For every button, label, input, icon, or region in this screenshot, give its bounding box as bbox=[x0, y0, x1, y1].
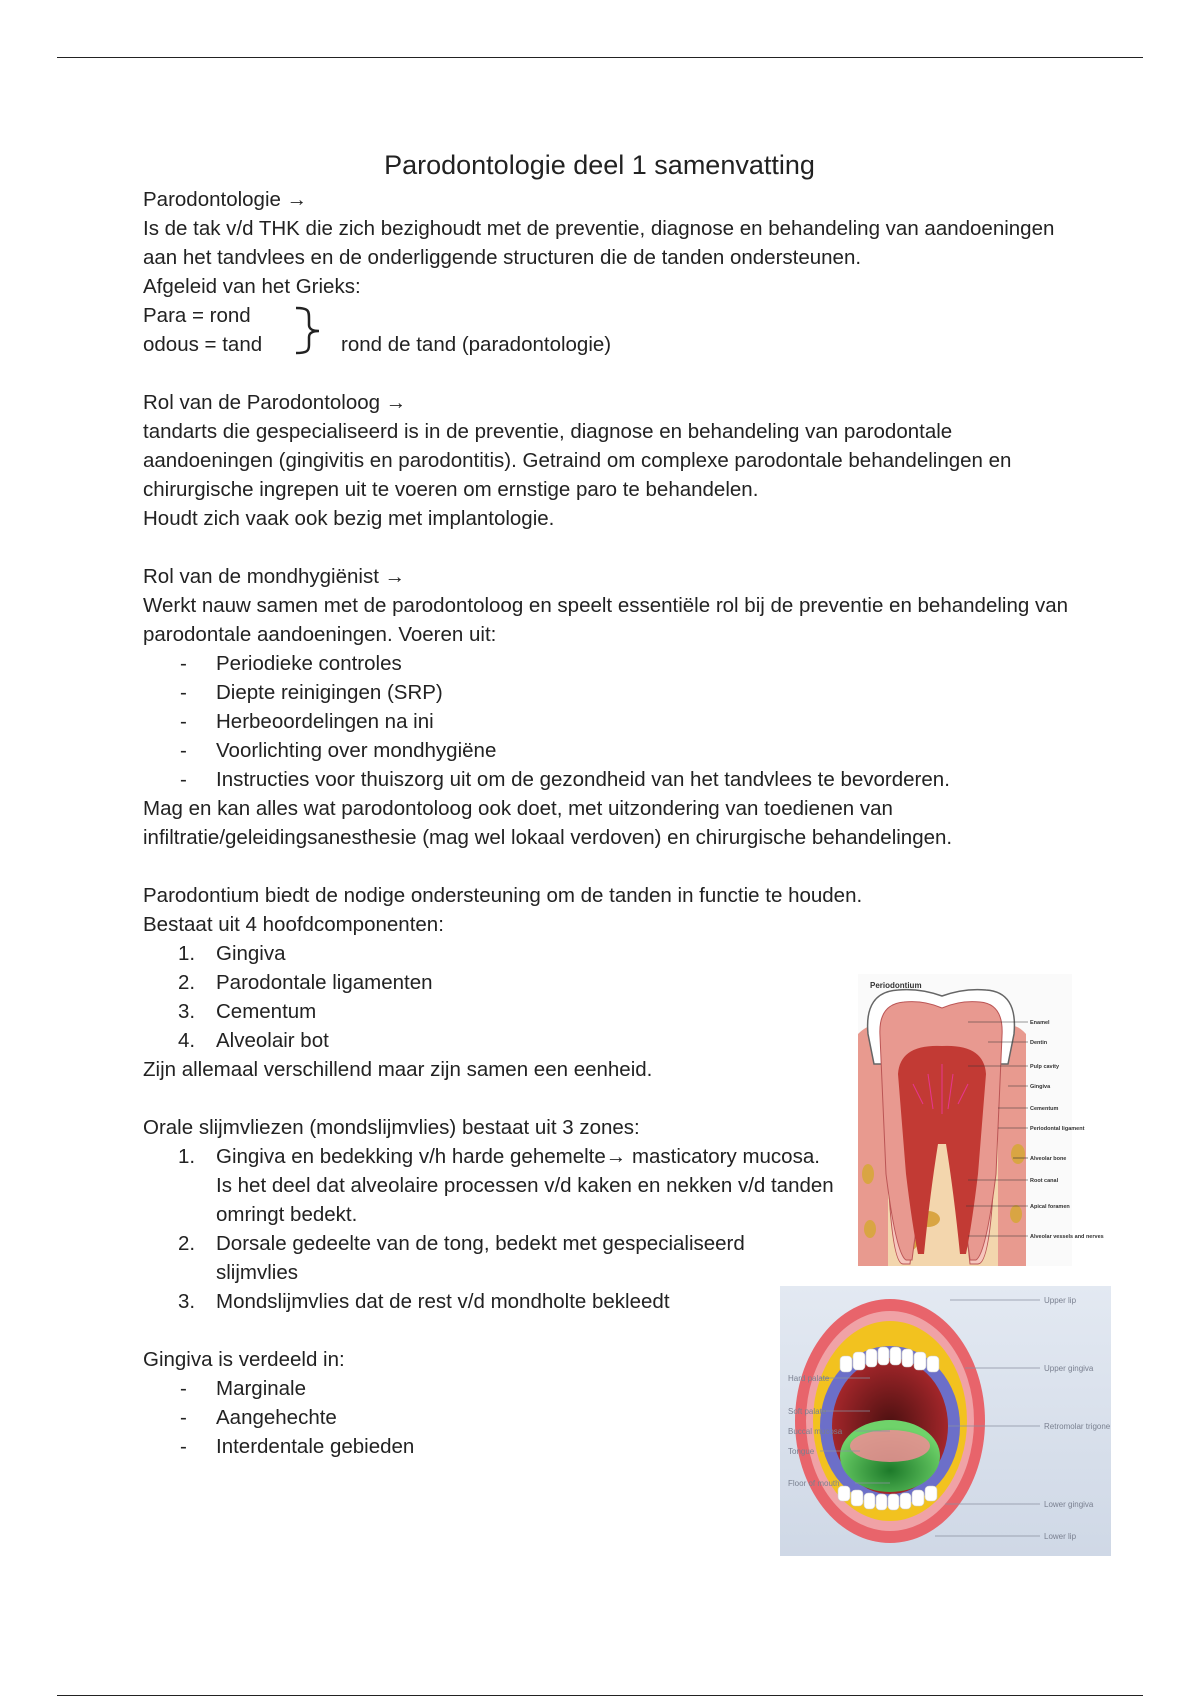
list-item: - Herbeoordelingen na ini bbox=[180, 710, 434, 733]
page-title: Parodontologie deel 1 samenvatting bbox=[384, 150, 815, 180]
intro-heading: Parodontologie → bbox=[143, 188, 308, 211]
list-item: 1. Gingiva bbox=[178, 942, 286, 965]
list-item: - Diepte reinigingen (SRP) bbox=[180, 681, 443, 704]
list-item: - Aangehechte bbox=[180, 1406, 337, 1429]
periodontium-figure bbox=[858, 974, 1104, 1266]
svg-text:Gingiva: Gingiva bbox=[1030, 1084, 1051, 1090]
svg-text:Periodontal ligament: Periodontal ligament bbox=[1030, 1126, 1085, 1132]
brace-result: rond de tand (paradontologie) bbox=[341, 333, 612, 356]
svg-text:Hard palate: Hard palate bbox=[788, 1374, 830, 1383]
svg-text:Buccal mucosa: Buccal mucosa bbox=[788, 1427, 843, 1436]
parodontium-line2: Bestaat uit 4 hoofdcomponenten: bbox=[143, 913, 444, 936]
header-rule bbox=[57, 57, 1143, 58]
mondhygienist-outro: Mag en kan alles wat parodontoloog ook doet, met uitzondering van toedienen van infiltratie/geleidingsanesthesie (mag wel lokaal verdoven) en chirurgische behandelingen. bbox=[143, 797, 953, 849]
parodontoloog-body: tandarts die gespecialiseerd is in de preventie, diagnose en behandeling van parodontale aandoeningen (gingivitis en parodontitis). Getraind om complexe parodontale behandelingen en chirurgische ingrepen uit te voeren om ernstige paro te behandelen. bbox=[143, 420, 1012, 501]
intro-body: Is de tak v/d THK die zich bezighoudt met de preventie, diagnose en behandeling van aandoeningen aan het tandvlees en de onderliggende structuren die de tanden ondersteunen. bbox=[143, 217, 1055, 269]
svg-text:Soft palate: Soft palate bbox=[788, 1407, 827, 1416]
para-line: Para = rond bbox=[143, 304, 251, 327]
slijmvliezen-heading: Orale slijmvliezen (mondslijmvlies) bestaat uit 3 zones: bbox=[143, 1116, 640, 1139]
curly-brace-icon bbox=[293, 305, 333, 355]
mondhygienist-list bbox=[143, 649, 1073, 794]
parodontoloog-extra: Houdt zich vaak ook bezig met implantologie. bbox=[143, 507, 555, 530]
svg-text:Alveolar bone: Alveolar bone bbox=[1030, 1156, 1067, 1162]
svg-text:Lower lip: Lower lip bbox=[1044, 1532, 1077, 1541]
oral-cavity-figure bbox=[780, 1286, 1111, 1556]
mondhygienist-body: Werkt nauw samen met de parodontoloog en speelt essentiële rol bij de preventie en behandeling van parodontale aandoeningen. Voeren uit: bbox=[143, 594, 1069, 646]
list-item: 2. Parodontale ligamenten bbox=[178, 971, 433, 994]
list-item: 4. Alveolair bot bbox=[178, 1029, 329, 1052]
list-item: 2. Dorsale gedeelte van de tong, bedekt met gespecialiseerd slijmvlies bbox=[178, 1232, 745, 1284]
svg-text:Lower gingiva: Lower gingiva bbox=[1044, 1500, 1094, 1509]
svg-text:Floor of mouth: Floor of mouth bbox=[788, 1479, 840, 1488]
parodontium-line1: Parodontium biedt de nodige ondersteuning om de tanden in functie te houden. bbox=[143, 884, 863, 907]
svg-text:Dentin: Dentin bbox=[1030, 1040, 1048, 1046]
list-item: - Interdentale gebieden bbox=[180, 1435, 415, 1458]
mondhygienist-heading: Rol van de mondhygiënist → bbox=[143, 565, 406, 588]
list-item: - Instructies voor thuiszorg uit om de gezondheid van het tandvlees te bevorderen. bbox=[180, 768, 950, 791]
list-item: - Marginale bbox=[180, 1377, 307, 1400]
parodontoloog-heading: Rol van de Parodontoloog → bbox=[143, 391, 407, 414]
footer-rule bbox=[57, 1695, 1143, 1696]
odous-line: odous = tand bbox=[143, 333, 263, 356]
svg-text:Alveolar vessels and nerves: Alveolar vessels and nerves bbox=[1030, 1234, 1104, 1240]
svg-text:Apical foramen: Apical foramen bbox=[1030, 1204, 1070, 1210]
list-item: 3. Mondslijmvlies dat de rest v/d mondholte bekleedt bbox=[178, 1290, 670, 1313]
svg-text:Retromolar trigone: Retromolar trigone bbox=[1044, 1422, 1111, 1431]
svg-text:Root canal: Root canal bbox=[1030, 1178, 1059, 1184]
greek-label: Afgeleid van het Grieks: bbox=[143, 275, 361, 298]
svg-text:Enamel: Enamel bbox=[1030, 1020, 1050, 1026]
svg-text:Upper gingiva: Upper gingiva bbox=[1044, 1364, 1094, 1373]
etymology-brace bbox=[143, 301, 1073, 359]
list-item: - Voorlichting over mondhygiëne bbox=[180, 739, 497, 762]
gingiva-heading: Gingiva is verdeeld in: bbox=[143, 1348, 345, 1371]
svg-text:Pulp cavity: Pulp cavity bbox=[1030, 1064, 1060, 1070]
list-item: 1. Gingiva en bedekking v/h harde gehemelte→ masticatory mucosa. Is het deel dat alveolaire processen v/d kaken en nekken v/d tanden omringt bedekt. bbox=[178, 1145, 834, 1226]
parodontium-outro: Zijn allemaal verschillend maar zijn samen een eenheid. bbox=[143, 1058, 653, 1081]
periodontium-title: Periodontium bbox=[870, 981, 922, 990]
svg-text:Cementum: Cementum bbox=[1030, 1106, 1059, 1112]
svg-text:Tongue: Tongue bbox=[788, 1447, 815, 1456]
svg-text:Upper lip: Upper lip bbox=[1044, 1296, 1077, 1305]
list-item: 3. Cementum bbox=[178, 1000, 317, 1023]
list-item: - Periodieke controles bbox=[180, 652, 402, 675]
